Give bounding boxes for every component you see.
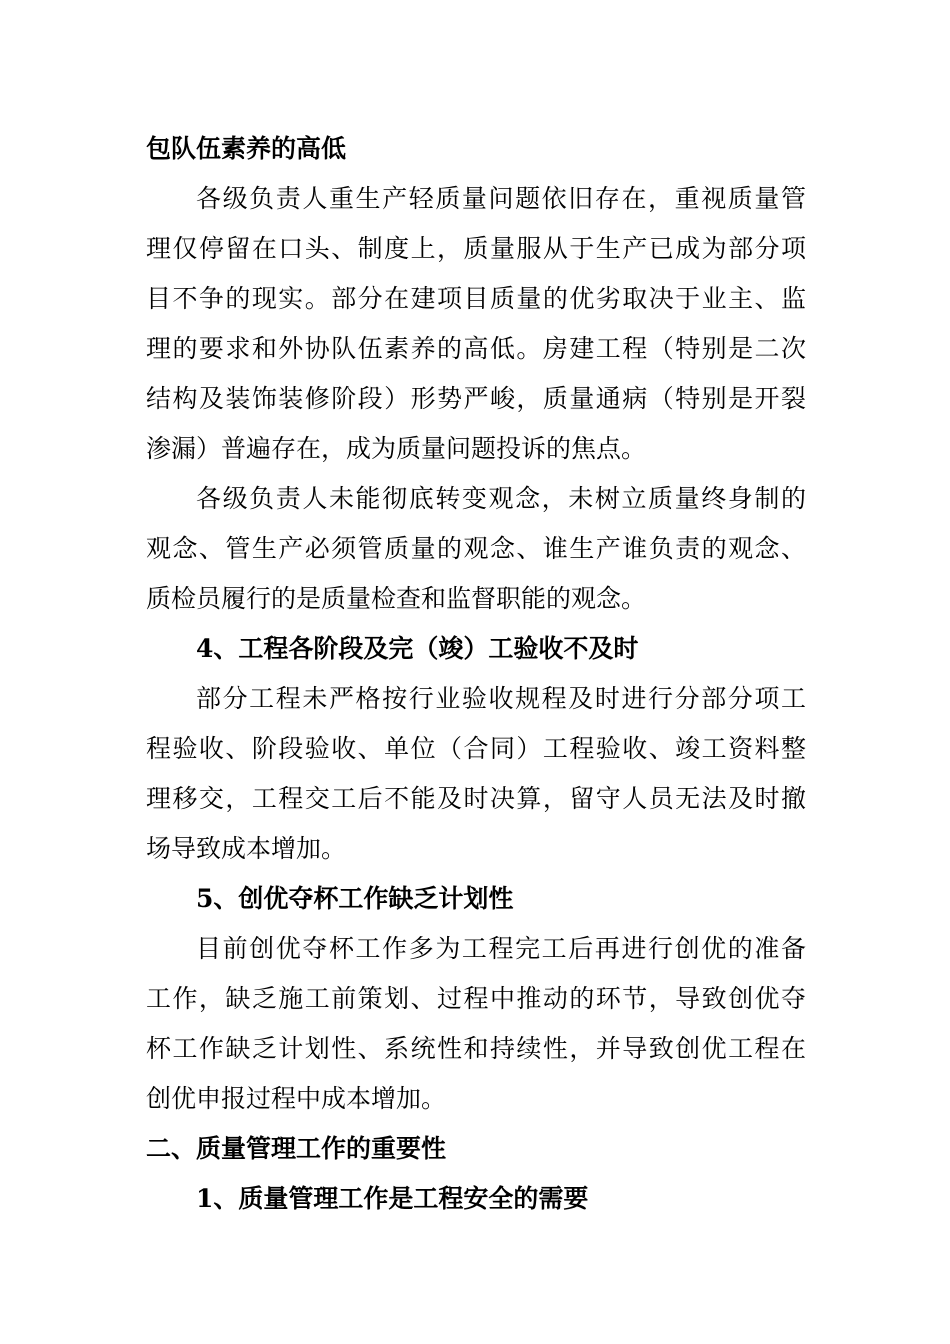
text-line: 场导致成本增加。 — [146, 834, 347, 863]
section-heading: 4、工程各阶段及完（竣）工验收不及时 — [196, 634, 639, 663]
text-line: 理的要求和外协队伍素养的高低。房建工程（特别是二次 — [146, 334, 806, 363]
text-line: 各级负责人重生产轻质量问题依旧存在，重视质量管 — [196, 184, 806, 213]
text-line: 程验收、阶段验收、单位（合同）工程验收、竣工资料整 — [146, 734, 806, 763]
chapter-heading: 二、质量管理工作的重要性 — [146, 1134, 447, 1163]
text-line: 目不争的现实。部分在建项目质量的优劣取决于业主、监 — [146, 284, 806, 313]
text-line: 各级负责人未能彻底转变观念，未树立质量终身制的 — [196, 484, 806, 513]
text-line: 包队伍素养的高低 — [146, 134, 347, 163]
text-line: 部分工程未严格按行业验收规程及时进行分部分项工 — [196, 684, 806, 713]
text-line: 杯工作缺乏计划性、系统性和持续性，并导致创优工程在 — [146, 1034, 806, 1063]
text-line: 渗漏）普遍存在，成为质量问题投诉的焦点。 — [146, 434, 647, 463]
document-page — [146, 124, 806, 1224]
text-line: 工作，缺乏施工前策划、过程中推动的环节，导致创优夺 — [146, 984, 806, 1013]
section-heading: 5、创优夺杯工作缺乏计划性 — [196, 884, 514, 913]
section-heading: 1、质量管理工作是工程安全的需要 — [196, 1184, 589, 1213]
text-line: 理仅停留在口头、制度上，质量服从于生产已成为部分项 — [146, 234, 806, 263]
text-line: 创优申报过程中成本增加。 — [146, 1084, 447, 1113]
text-line: 观念、管生产必须管质量的观念、谁生产谁负责的观念、 — [146, 534, 806, 563]
text-line: 结构及装饰装修阶段）形势严峻，质量通病（特别是开裂 — [146, 384, 806, 413]
text-line: 理移交，工程交工后不能及时决算，留守人员无法及时撤 — [146, 784, 806, 813]
text-line: 质检员履行的是质量检查和监督职能的观念。 — [146, 584, 647, 613]
text-line: 目前创优夺杯工作多为工程完工后再进行创优的准备 — [196, 934, 806, 963]
